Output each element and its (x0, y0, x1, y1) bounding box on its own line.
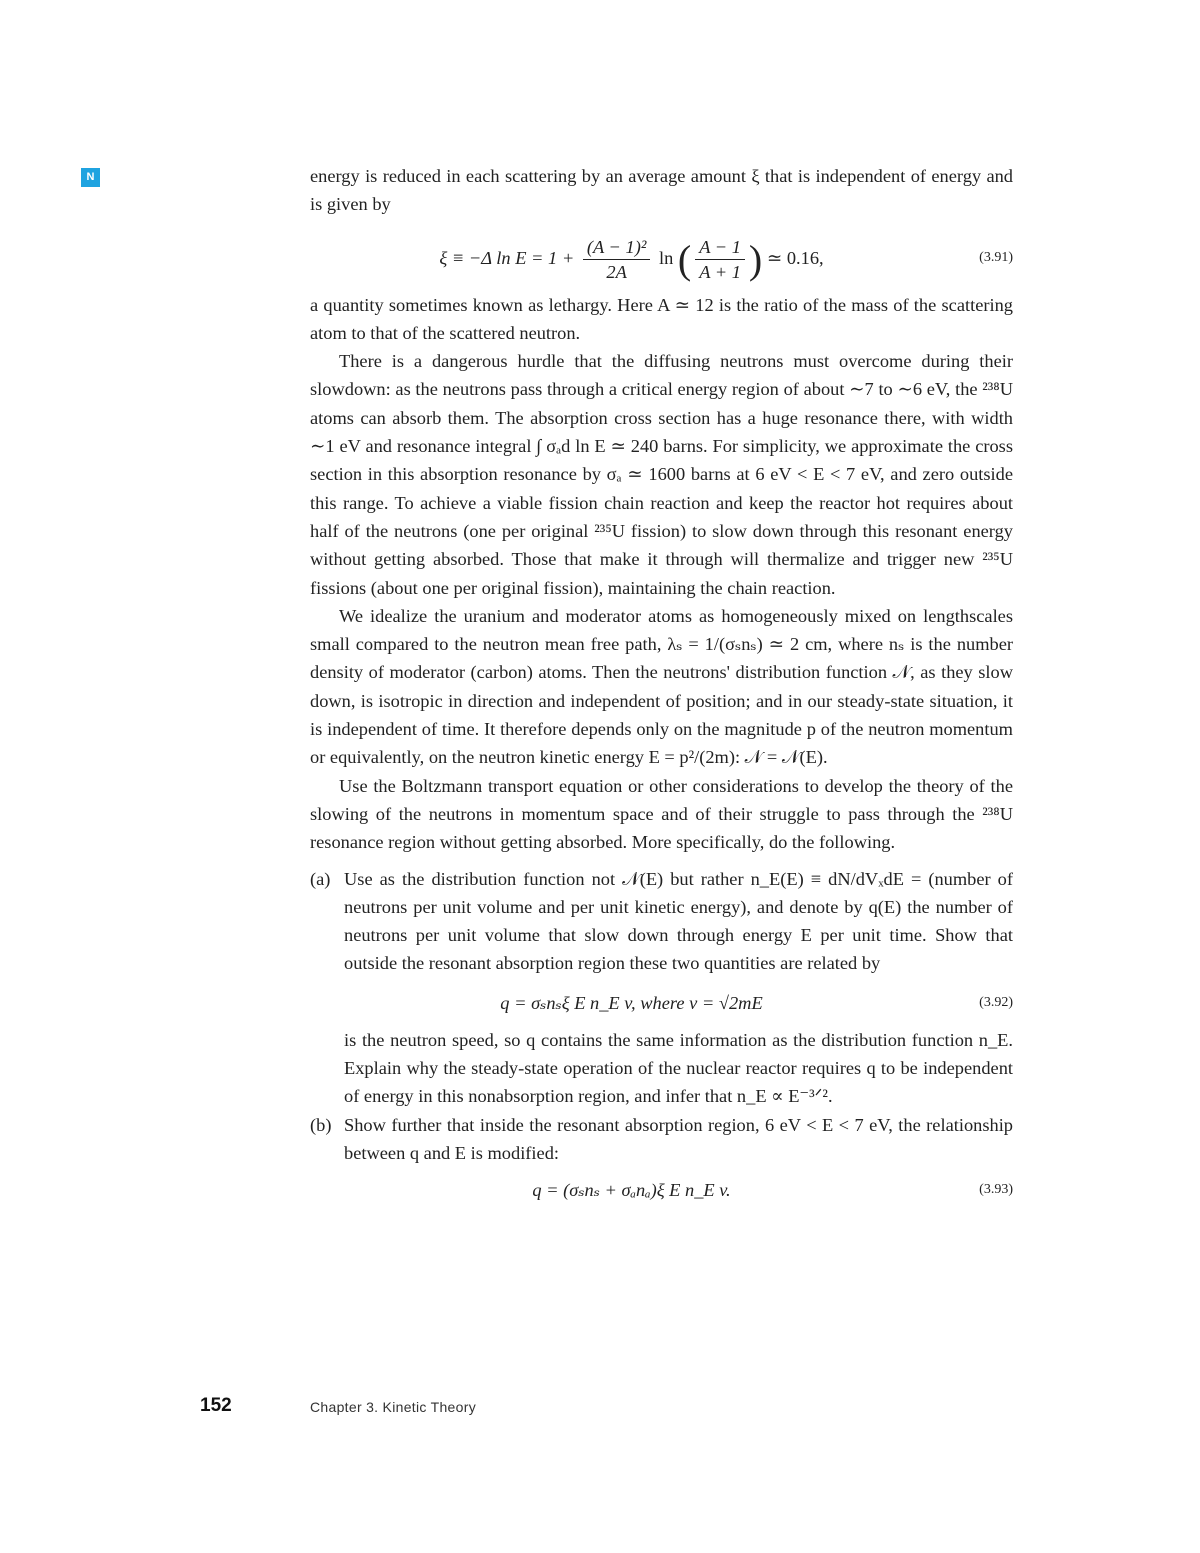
eq91-right: ≃ 0.16, (766, 247, 824, 268)
eq91-fraction (583, 235, 650, 284)
item-a-label: (a) (310, 868, 331, 889)
eq92-math: q = σₛnₛξ E n_E v, where v = √2mE (500, 992, 763, 1013)
paragraph-use: Use the Boltzmann transport equation or other considerations to develop the theory of the slowing of the neutrons in momentum space and of their struggle to pass through the ²³⁸U resonance region without getting absorbed. More specifically, do the following. (310, 775, 1013, 853)
page-number: 152 (200, 1395, 232, 1416)
text-column (310, 162, 1013, 1207)
paragraph-lethargy: a quantity sometimes known as lethargy. Here A ≃ 12 is the ratio of the mass of the scattering atom to that of the scattered neutron. (310, 294, 1013, 343)
paragraph-intro: energy is reduced in each scattering by an average amount ξ that is independent of energy and is given by (310, 166, 1013, 215)
equation-3-92 (310, 986, 1013, 1020)
item-b-label: (b) (310, 1114, 332, 1135)
eq91-inner-fraction (695, 235, 745, 284)
item-a-text: Use as the distribution function not 𝒩(E) but rather n_E(E) ≡ dN/dVₓdE = (number of neutrons per unit volume and per unit kinetic energy), and denote by q(E) the number of neutrons per unit volume that slow down through energy E per unit time. Show that outside the resonant absorption region these two quantities are related by (344, 868, 1013, 974)
item-b-text: Show further that inside the resonant absorption region, 6 eV < E < 7 eV, the relationship between q and E is modified: (344, 1114, 1013, 1163)
equation-number-3-92: (3.92) (979, 994, 1013, 1010)
eq91-frac-bot: 2A (606, 261, 627, 282)
eq91-inner-bot: A + 1 (699, 261, 741, 282)
item-a-text2: is the neutron speed, so q contains the same information as the distribution function n_E. Explain why the steady-state operation of the nuclear reactor requires q to be independent of energy in this nonabsorption region, and infer that n_E ∝ E⁻³ᐟ². (344, 1029, 1013, 1107)
item-b (310, 1111, 1013, 1208)
paragraph-idealize: We idealize the uranium and moderator atoms as homogeneously mixed on lengthscales small compared to the neutron mean free path, λₛ = 1/(σₛnₛ) ≃ 2 cm, where nₛ is the number density of moderator (carbon) atoms. Then the neutrons' distribution function 𝒩, as they slow down, is isotropic in direction and independent of position; and in our steady-state situation, it is independent of time. It therefore depends only on the magnitude p of the neutron momentum or equivalently, on the neutron kinetic energy E = p²/(2m): 𝒩 = 𝒩(E). (310, 605, 1013, 768)
equation-number-3-93: (3.93) (979, 1182, 1013, 1198)
equation-number-3-91: (3.91) (979, 249, 1013, 265)
item-a (310, 865, 1013, 1111)
left-paren: ( (677, 236, 692, 282)
running-footer: Chapter 3. Kinetic Theory (310, 1399, 476, 1415)
equation-3-91 (310, 225, 1013, 291)
eq93-math: q = (σₛnₛ + σₐnₐ)ξ E n_E v. (532, 1180, 731, 1201)
exercise-badge: N (81, 168, 100, 187)
paragraph-hurdle: There is a dangerous hurdle that the diffusing neutrons must overcome during their slowdown: as the neutrons pass through a critical energy region of about ∼7 to ∼6 eV, the ²³⁸U atoms can absorb them. The absorption cross section has a huge resonance there, with width ∼1 eV and resonance integral ∫ σₐd ln E ≃ 240 barns. For simplicity, we approximate the cross section in this absorption resonance by σₐ ≃ 1600 barns at 6 eV < E < 7 eV, and zero outside this range. To achieve a viable fission chain reaction and keep the reactor hot requires about half of the neutrons (one per original ²³⁵U fission) to slow down through this resonant energy without getting absorbed. Those that make it through will thermalize and trigger new ²³⁵U fissions (about one per original fission), maintaining the chain reaction. (310, 351, 1013, 598)
right-paren: ) (748, 236, 763, 282)
equation-3-93 (310, 1173, 1013, 1207)
eq91-ln: ln (658, 247, 674, 268)
eq91-left: ξ ≡ −Δ ln E = 1 + (439, 247, 575, 268)
eq91-frac-top: (A − 1)² (583, 235, 650, 260)
eq91-inner-top: A − 1 (695, 235, 745, 260)
